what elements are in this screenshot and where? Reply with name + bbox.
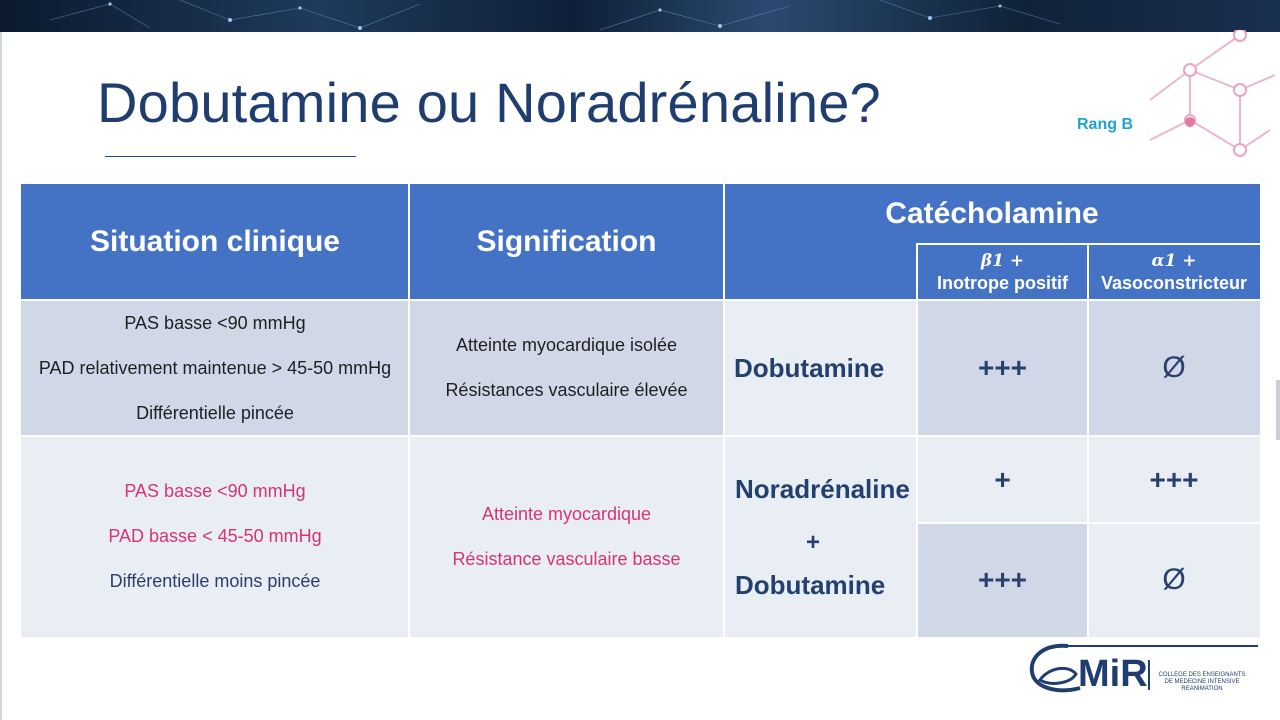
slide-title: Dobutamine ou Noradrénaline? [97, 71, 881, 134]
row2-situation-line: PAS basse <90 mmHg [124, 481, 306, 501]
logo-caption [1152, 672, 1252, 693]
row1-signification [409, 300, 724, 436]
logo-caption-line: COLLEGE DES ENSEIGNANTS [1158, 672, 1246, 678]
grid-line [916, 244, 918, 637]
comparison-table [21, 184, 1260, 637]
network-pattern-graphic [0, 0, 1280, 32]
grid-line [1087, 244, 1089, 637]
left-edge-line [0, 32, 2, 720]
alpha1-label: Vasoconstricteur [1100, 273, 1248, 293]
grid-line [21, 435, 1260, 437]
alpha1-symbol: α1 + [1151, 251, 1197, 271]
top-decorative-banner [0, 0, 1280, 32]
right-edge-tab [1276, 380, 1280, 440]
rang-label: Rang B [1077, 116, 1133, 133]
grid-line [723, 184, 725, 637]
row2-beta-top: + [917, 436, 1088, 523]
row1-signification-line: Atteinte myocardique isolée [455, 335, 678, 355]
row2-beta-bottom: +++ [917, 523, 1088, 637]
row2-drug-bottom: Dobutamine [735, 570, 886, 600]
logo-wordmark: MiR [1078, 653, 1148, 695]
row2-signification-line: Atteinte myocardique [481, 503, 652, 524]
header-catecholamine: Catécholamine [724, 184, 1260, 244]
grid-line [408, 184, 410, 637]
header-signification: Signification [409, 184, 724, 300]
row1-situation [21, 300, 409, 436]
row2-situation [21, 436, 409, 637]
row2-situation-line: Différentielle moins pincée [109, 571, 321, 591]
grid-line [916, 522, 1260, 524]
row1-situation-line: PAS basse <90 mmHg [124, 312, 306, 333]
beta1-symbol: β1 + [980, 251, 1025, 271]
row2-signification [409, 436, 724, 637]
row1-beta-value: +++ [917, 300, 1088, 436]
grid-line [21, 299, 1260, 301]
header-drug-blank [724, 244, 917, 300]
row1-signification-line: Résistances vasculaire élevée [445, 380, 688, 400]
molecule-decoration [1110, 30, 1280, 190]
row2-alpha-bottom: Ø [1088, 523, 1260, 637]
title-underline [105, 156, 356, 157]
header-situation: Situation clinique [21, 184, 409, 300]
header-alpha1 [1088, 244, 1260, 300]
row2-signification-line: Résistance vasculaire basse [452, 548, 681, 569]
row1-situation-line: PAD relativement maintenue > 45-50 mmHg [38, 357, 392, 378]
row2-drug [724, 436, 917, 637]
row1-alpha-value: Ø [1088, 300, 1260, 436]
row2-alpha-top: +++ [1088, 436, 1260, 523]
logo-caption-line: DE MEDECINE INTENSIVE [1164, 679, 1240, 685]
row1-drug: Dobutamine [724, 300, 917, 436]
beta1-label: Inotrope positif [937, 273, 1068, 293]
row2-drug-top: Noradrénaline [735, 474, 910, 504]
row2-drug-plus: + [806, 529, 821, 556]
row1-situation-line: Différentielle pincée [136, 402, 294, 423]
row2-situation-line: PAD basse < 45-50 mmHg [108, 526, 322, 546]
grid-line [916, 243, 1260, 245]
header-beta1 [917, 244, 1088, 300]
logo-caption-line: REANIMATION [1181, 686, 1223, 692]
